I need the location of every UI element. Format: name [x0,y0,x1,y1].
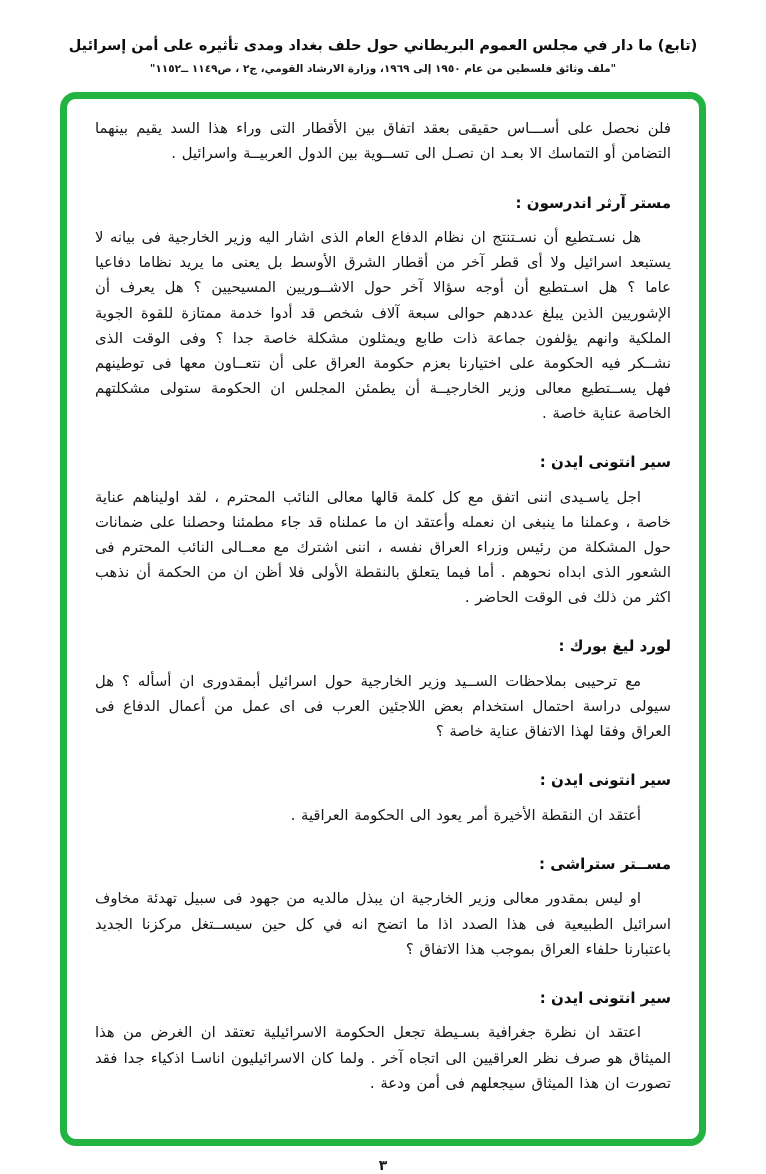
document-source-reference: "ملف وثائق فلسطين من عام ١٩٥٠ إلى ١٩٦٩، وزارة الارشاد القومي، ج٢ ، ص١١٤٩ ــ١١٥٢" [149,63,617,76]
document-title: (تابع) ما دار في مجلس العموم البريطاني حول حلف بغداد ومدى تأثيره على أمن إسرائيل [68,38,698,54]
paragraph: مع ترحيبى بملاحظات الســيد وزير الخارجية حول اسرائيل أبمقدورى ان أسأله ؟ هل سيولى دراسة احتمال استخدام بعض اللاجئين العرب فى اى عمل من أعمال الدفاع فى العراق وفقا لهذا الاتفاق عناية خاصة ؟ [95,672,671,741]
green-border-content-box [60,92,706,1146]
speaker-heading-anderson: مستر آرثر اندرسون : [515,193,671,212]
paragraph: اجل ياسـيدى اننى اتفق مع كل كلمة قالها معالى النائب المحترم ، لقد اوليناهم عناية خاصة ، وعملنا ما ينبغى ان نعمله وأعتقد ان ما عملناه قد جاء مطمئنا وحصلنا على ضمانات حول المشكلة من رئيس وزراء العراق نفسه ، اننى اشترك مع معــالى النائب المحترم فى الشعور الذى ابداه نحوهم . أما فيما يتعلق بالنقطة الأولى فلا أظن ان من الحكمة أن نذهب اكثر من ذلك فى الوقت الحاضر . [95,488,671,607]
paragraph: او ليس بمقدور معالى وزير الخارجية ان يبذل مالديه من جهود فى سبيل تهدئة مخاوف اسرائيل الطبيعية فى هذا الصدد اذا ما اتضح انه في كل حين سيســتغل مركزنا الجديد باعتبارنا حلفاء العراق بموجب هذا الاتفاق ؟ [95,890,671,958]
paragraph: هل نسـتطيع أن نسـتنتج ان نظام الدفاع العام الذى اشار اليه وزير الخارجية فى بيانه لا يستبعد اسرائيل ولا أى قطر آخر من أقطار الشرق الأوسط بل يعنى ما يريد نظاما دفاعيا عاما ؟ هل اسـتطيع أن أوجه سؤالا آخر حول الاشــوريين المسيحيين ؟ هل يعرف أن الإشوريين الذين يبلغ عددهم حوالى سبعة آلاف شخص قد أدوا خدمة ممتازة للقوة الجوية الملكية وانهم يؤلفون جماعة ذات طابع ويمثلون مشكلة خاصة جدا ؟ وفى الوقت الذى نشــكر فيه الحكومة على اختيارنا بعزم حكومة العراق على أن نتعــاون معها فى توطينهم فهل يســتطيع معالى وزير الخارجيــة أن يطمئن المجلس ان الحكومة ستولى مشكلتهم الخاصة عناية خاصة . [95,229,671,423]
speaker-heading-eden-2: سير انتونى ايدن : [539,771,671,790]
document-body [95,116,671,1096]
speaker-heading-eden-3: سير انتونى ايدن : [539,988,671,1007]
paragraph: فلن نحصل على أســـاس حقيقى بعقد اتفاق بين الأقطار التى وراء هذا السد يقيم بينهما التضامن أو التماسك الا بعـد ان نصـل الى تســوية بين الدول العربيــة واسرائيل . [95,120,671,163]
speaker-heading-eden-1: سير انتونى ايدن : [539,453,671,472]
paragraph: أعتقد ان النقطة الأخيرة أمر يعود الى الحكومة العراقية . [290,806,641,824]
paragraph: اعتقد ان نظرة جغرافية بسـيطة تجعل الحكومة الاسرائيلية تعتقد ان الغرض من هذا الميثاق هو صرف نظر العراقيين الى اتجاه آخر . ولما كان الاسرائيليون اناسـا اذكياء جدا فقد تصورت ان هذا الميثاق سيجعلهم فى أمن ودعة . [95,1024,671,1092]
page-header [0,0,766,75]
speaker-heading-strachey: مســتر ستراشى : [539,854,671,873]
page-number: ٣ [378,1157,388,1174]
speaker-heading-lord-legh-burke: لورد ليغ بورك : [558,637,671,656]
